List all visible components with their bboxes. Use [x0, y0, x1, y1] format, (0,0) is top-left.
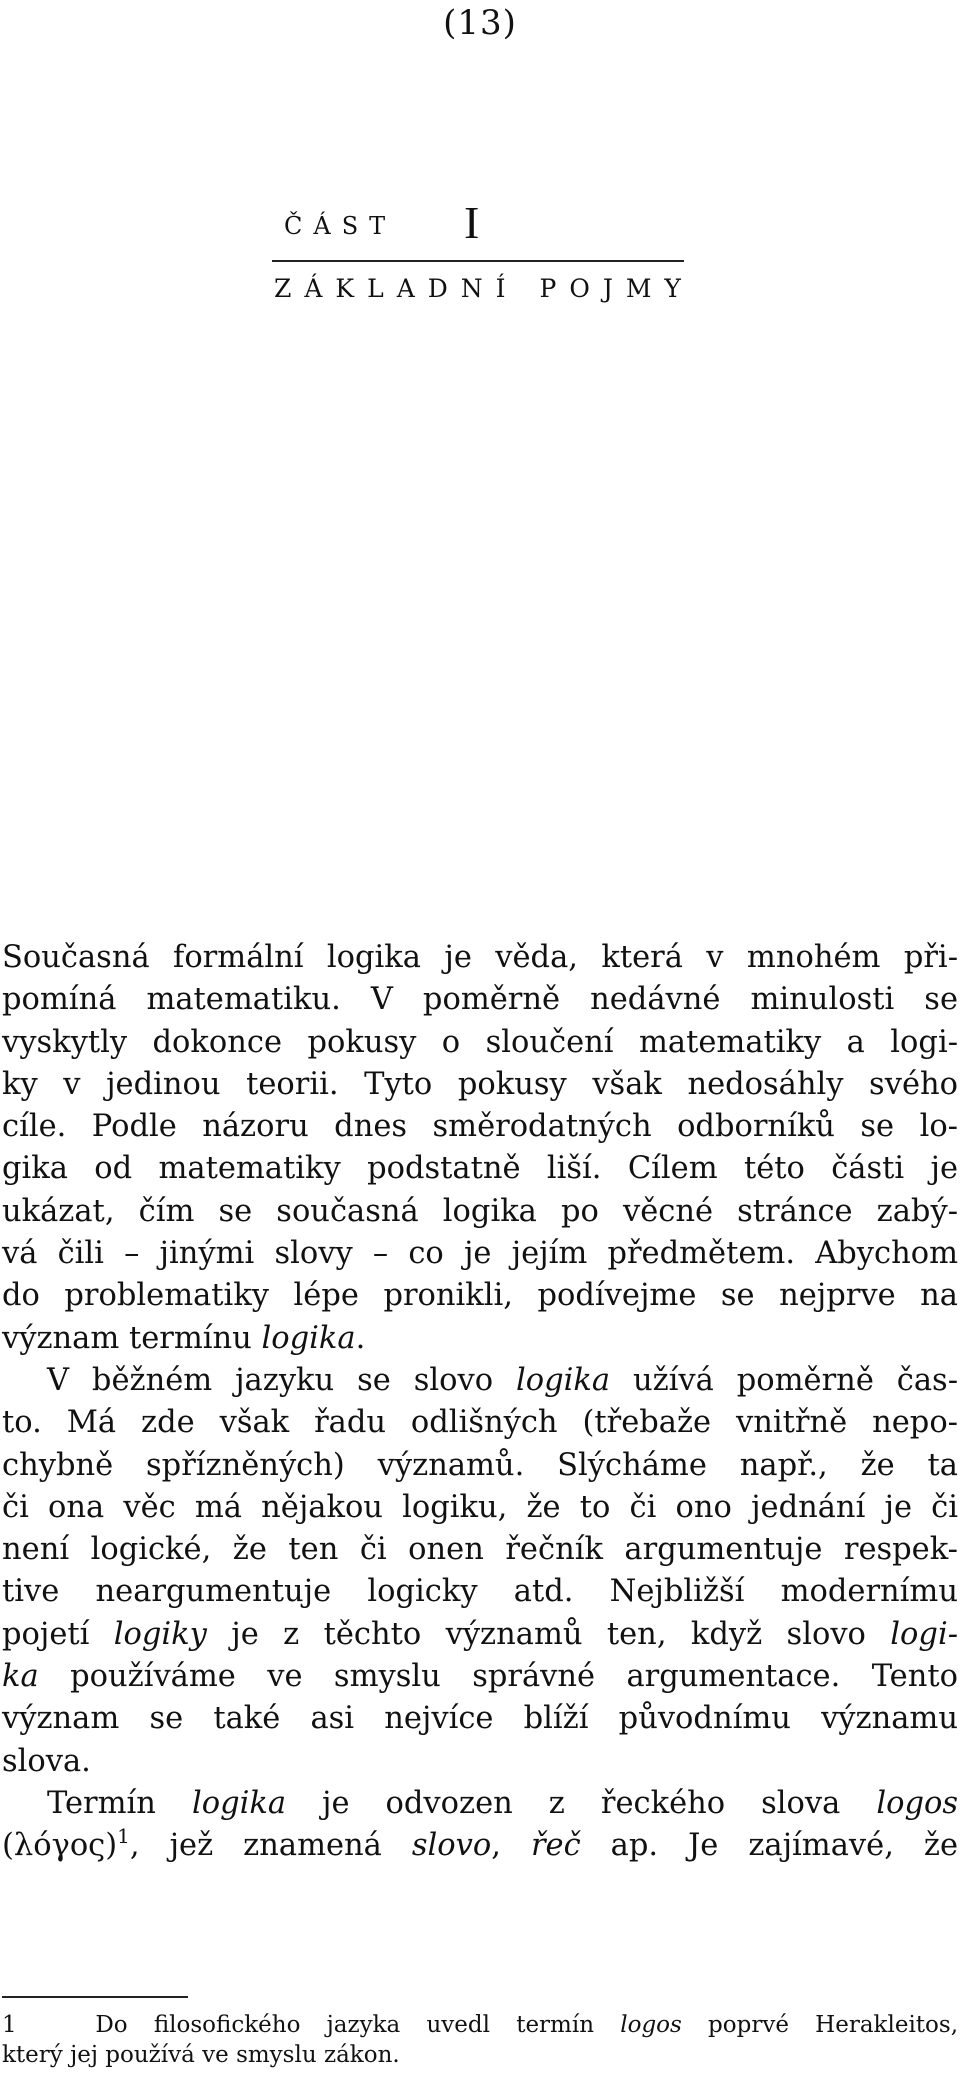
- body-line: či ona věc má nějakou logiku, že to či ono jednání je či: [2, 1489, 958, 1525]
- part-numeral: I: [464, 197, 480, 248]
- page-number: (13): [443, 3, 517, 43]
- italic-term: logika: [515, 1362, 611, 1398]
- body-line: význam se také asi nejvíce blíží původnímu významu: [2, 1701, 958, 1737]
- footnote: [2, 2010, 958, 2070]
- footnote-line: 1 Do filosofického jazyka uvedl termín logos poprvé Herakleitos,: [2, 2012, 958, 2038]
- footnote-rule: [2, 1996, 188, 1998]
- body-line: do problematiky lépe pronikli, podívejme se nejprve na: [2, 1278, 958, 1314]
- italic-term: logos: [620, 2012, 682, 2038]
- italic-term: logiky: [113, 1616, 207, 1652]
- italic-term: slovo: [411, 1828, 492, 1864]
- body-line: gika od matematiky podstatně liší. Cílem této části je: [2, 1151, 958, 1187]
- part-heading: [272, 190, 694, 303]
- body-line: tive neargumentuje logicky atd. Nejbližší modernímu: [2, 1574, 958, 1610]
- body-line: není logické, že ten či onen řečník argumentuje respek-: [2, 1532, 958, 1568]
- heading-rule: [272, 260, 684, 262]
- part-title: ZÁKLADNÍ POJMY: [274, 274, 694, 303]
- body-text: [2, 937, 958, 1868]
- body-line: chybně spřízněných) významů. Slýcháme např., že ta: [2, 1447, 958, 1483]
- body-line: pojetí logiky je z těchto významů ten, když slovo logi-: [2, 1616, 958, 1652]
- body-line: cíle. Podle názoru dnes směrodatných odborníků se lo-: [2, 1109, 958, 1145]
- italic-term: logos: [876, 1785, 959, 1821]
- footnote-number: 1: [2, 2012, 17, 2038]
- body-line: ka používáme ve smyslu správné argumentace. Tento: [2, 1659, 958, 1695]
- body-line: to. Má zde však řadu odlišných (třebaže vnitřně nepo-: [2, 1405, 958, 1441]
- italic-term: logika: [261, 1320, 356, 1356]
- italic-term: řeč: [530, 1828, 581, 1864]
- body-line: vá čili – jinými slovy – co je jejím předmětem. Abychom: [2, 1236, 958, 1272]
- body-line: $(\lambda ό\gamma o\varsigma)^1$, jež znamená slovo, řeč ap. Je zajímavé, že: [2, 1824, 959, 1864]
- body-line: pomíná matematiku. V poměrně nedávné minulosti se: [2, 982, 958, 1018]
- body-line: V běžném jazyku se slovo logika užívá poměrně čas-: [47, 1362, 958, 1398]
- body-line: slova.: [2, 1743, 91, 1779]
- body-line: vyskytly dokonce pokusy o sloučení matematiky a logi-: [2, 1024, 958, 1060]
- italic-term: logika: [191, 1785, 287, 1821]
- footnote-marker: 1: [117, 1824, 130, 1849]
- body-line: Termín logika je odvozen z řeckého slova logos: [47, 1785, 959, 1821]
- part-label: ČÁST: [284, 212, 397, 240]
- italic-term: logi-: [890, 1616, 958, 1652]
- body-line: význam termínu logika.: [2, 1320, 366, 1356]
- italic-term: ka: [2, 1659, 39, 1695]
- body-line: ukázat, čím se současná logika po věcné stránce zabý-: [2, 1193, 958, 1229]
- body-line: ky v jedinou teorii. Tyto pokusy však nedosáhly svého: [2, 1066, 958, 1102]
- footnote-line: který jej používá ve smyslu zákon.: [2, 2042, 400, 2068]
- body-line: Současná formální logika je věda, která v mnohém při-: [2, 940, 958, 975]
